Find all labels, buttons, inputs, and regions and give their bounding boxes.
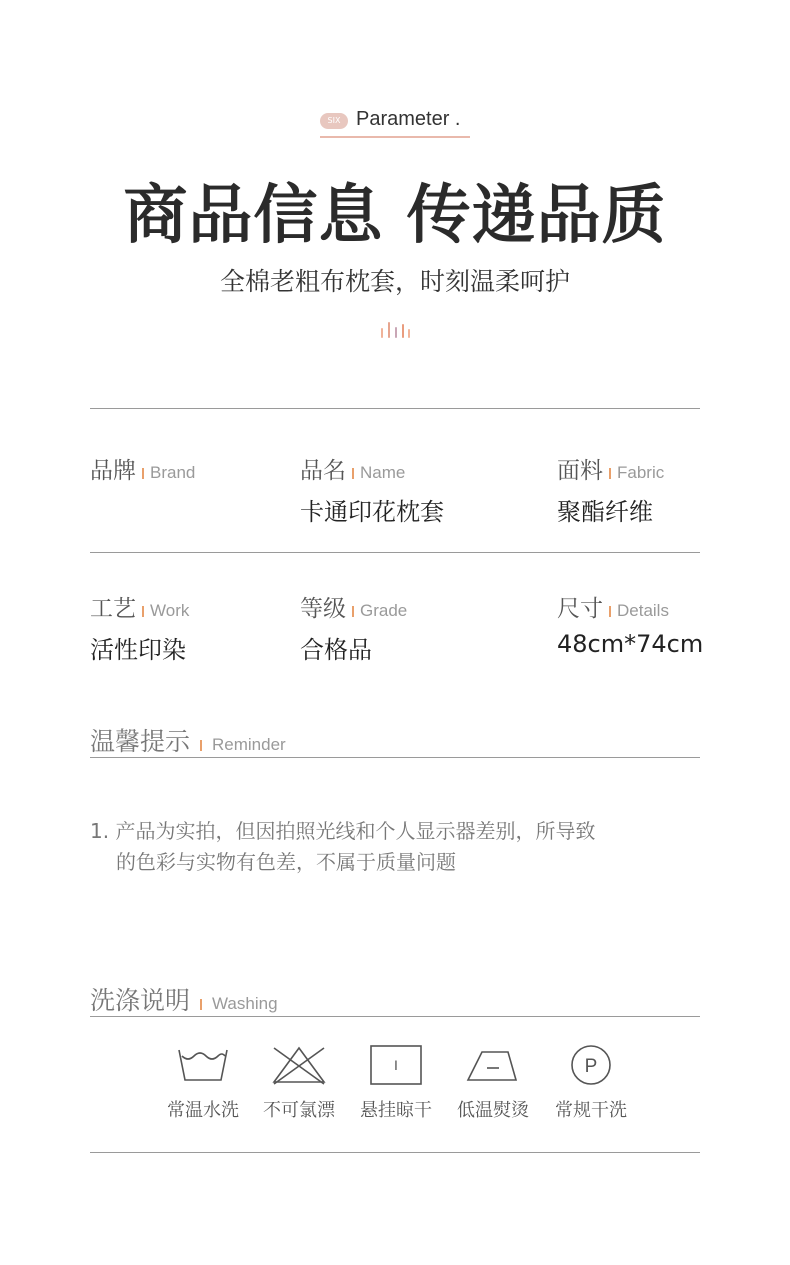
badge-dot-icon: SIX [320, 113, 348, 129]
no-bleach-icon [256, 1042, 342, 1086]
wash-label: 低温熨烫 [457, 1100, 529, 1121]
wash-tub-icon [160, 1042, 246, 1086]
divider [90, 1152, 700, 1153]
wash-label: 常规干洗 [555, 1100, 627, 1121]
reminder-title: 温馨提示 Reminder [90, 727, 286, 756]
spec-value-grade: 合格品 [300, 636, 372, 664]
spec-label-grade: 等级 Grade [300, 596, 408, 622]
page-title: 商品信息 传递品质 [123, 179, 667, 253]
wash-item-dry-clean [548, 1042, 634, 1122]
page-subtitle: 全棉老粗布枕套，时刻温柔呵护 [219, 267, 570, 296]
wash-label: 不可氯漂 [263, 1100, 335, 1121]
badge-text: Parameter . [356, 108, 461, 130]
divider [90, 552, 700, 553]
spec-label-work: 工艺 Work [90, 596, 190, 622]
divider [90, 1016, 700, 1017]
low-iron-icon [450, 1042, 536, 1086]
dry-clean-glyph: P [584, 1056, 598, 1077]
spec-value-fabric: 聚酯纤维 [557, 498, 653, 526]
parameter-badge [320, 106, 470, 136]
spec-value-work: 活性印染 [90, 636, 186, 664]
divider [90, 757, 700, 758]
spec-value-details: 48cm*74cm [557, 630, 704, 658]
wash-item-line-dry [353, 1042, 439, 1122]
wash-item-low-iron [450, 1042, 536, 1122]
wash-label: 常温水洗 [167, 1100, 239, 1121]
spec-label-fabric: 面料 Fabric [557, 458, 665, 484]
wash-item-no-bleach [256, 1042, 342, 1122]
reminder-line-1: 1. 产品为实拍，但因拍照光线和个人显示器差别，所导致 [90, 819, 596, 843]
wash-label: 悬挂晾干 [360, 1100, 432, 1121]
divider [90, 408, 700, 409]
spec-label-details: 尺寸 Details [557, 596, 669, 622]
spec-value-name: 卡通印花枕套 [300, 498, 444, 526]
dry-clean-p-icon [548, 1042, 634, 1086]
line-dry-icon [353, 1042, 439, 1086]
spec-label-brand: 品牌 Brand [90, 458, 196, 484]
decorative-bars-icon [381, 320, 411, 338]
reminder-line-2: 的色彩与实物有色差，不属于质量问题 [116, 850, 456, 874]
line-dry-glyph: I [394, 1057, 398, 1073]
washing-title: 洗涤说明 Washing [90, 986, 278, 1015]
wash-item-normal [160, 1042, 246, 1122]
spec-label-name: 品名 Name [300, 458, 406, 484]
badge-underline [320, 136, 470, 138]
